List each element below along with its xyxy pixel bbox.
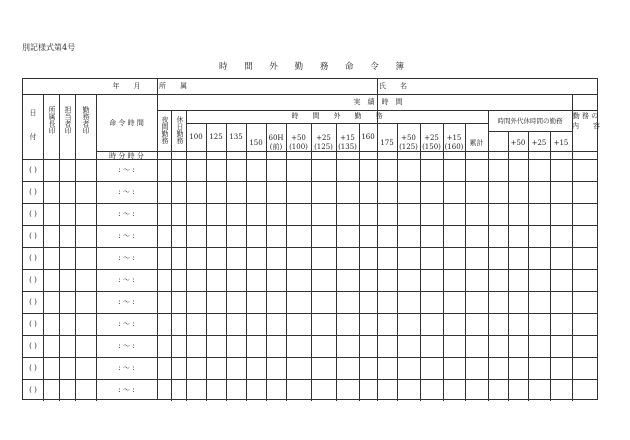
row-time[interactable]: : ～ : [118, 232, 135, 240]
comp-leave-label: 時間外代休時間の勤務 [497, 117, 563, 125]
col-line [359, 123, 360, 401]
col-line [171, 110, 172, 401]
row-time[interactable]: : ～ : [118, 298, 135, 306]
department-label: 所 属 [159, 82, 187, 90]
col-line [75, 94, 76, 401]
col-line [206, 123, 207, 401]
col-line [311, 123, 312, 401]
row-day[interactable]: ( ) [29, 320, 37, 328]
plus50-label: +50 [291, 134, 306, 142]
row-time[interactable]: : ～ : [118, 364, 135, 372]
row-line [23, 94, 597, 95]
actual-hours-label: 実 績 時 間 [353, 98, 403, 106]
worker-seal-label: 勤務者印 [82, 106, 90, 134]
plus15-label: +15 [340, 134, 355, 142]
col-line [246, 123, 247, 401]
col-line [336, 123, 337, 401]
row-line [23, 203, 597, 204]
row-line [23, 181, 597, 182]
plus15b-sub: (160) [444, 143, 464, 151]
rate-60h: 60H [268, 134, 284, 142]
plus50b-label: +50 [401, 134, 416, 142]
plus50b-sub: (125) [399, 143, 418, 151]
day-label-2: 付 [29, 133, 37, 141]
plus25-label: +25 [316, 134, 331, 142]
col-line [550, 131, 551, 401]
row-day[interactable]: ( ) [29, 342, 37, 350]
col-line [397, 123, 398, 401]
dept-head-seal-label: 所属長印 [48, 106, 56, 134]
col-line [157, 79, 158, 399]
col-line [488, 110, 489, 401]
row-day[interactable]: ( ) [29, 364, 37, 372]
row-time[interactable]: : ～ : [118, 276, 135, 284]
col-line [286, 123, 287, 401]
rate-150: 150 [249, 139, 263, 147]
year-month-label: 年 月 [112, 82, 141, 90]
row-day[interactable]: ( ) [29, 188, 37, 196]
overtime-order-table [22, 78, 598, 400]
order-time-label: 命 令 時 間 [109, 119, 144, 127]
col-line [377, 79, 378, 401]
col-line [465, 123, 466, 401]
col-line [59, 94, 60, 401]
duty-content-label-2: 内 容 [572, 122, 600, 130]
col-line [528, 131, 529, 401]
supervisor-seal-label: 担当者印 [64, 106, 72, 134]
cumulative-label: 累計 [469, 139, 484, 147]
comp-plus50: +50 [510, 139, 526, 147]
comp-plus25: +25 [531, 139, 547, 147]
rate-175: 175 [380, 139, 394, 147]
col-line [96, 94, 97, 401]
row-line [488, 131, 572, 132]
row-line [23, 357, 597, 358]
day-label: 日 [29, 109, 37, 117]
plus50-sub: (100) [289, 143, 308, 151]
row-day[interactable]: ( ) [29, 210, 37, 218]
col-line [266, 123, 267, 401]
rate-135: 135 [229, 133, 243, 141]
row-line [23, 335, 597, 336]
row-line [23, 247, 597, 248]
row-day[interactable]: ( ) [29, 298, 37, 306]
row-day[interactable]: ( ) [29, 232, 37, 240]
rate-125: 125 [209, 133, 223, 141]
plus15b-label: +15 [446, 134, 462, 142]
col-line [226, 123, 227, 401]
holiday-work-label: 休日勤務 [176, 116, 184, 144]
col-line [443, 123, 444, 401]
form-number-label: 別記様式第4号 [22, 43, 76, 52]
rate-100: 100 [189, 133, 203, 141]
time-units-label: 時 分 時 分 [109, 152, 144, 160]
row-time[interactable]: : ～ : [118, 188, 135, 196]
row-line [23, 269, 597, 270]
duty-content-label: 勤 務 の [572, 112, 599, 120]
row-time[interactable]: : ～ : [118, 386, 135, 394]
overtime-label: 時 間 外 勤 務 [291, 112, 383, 120]
row-line [23, 379, 597, 380]
plus25b-sub: (150) [422, 143, 441, 151]
col-line [43, 94, 44, 401]
col-line [420, 123, 421, 401]
row-day[interactable]: ( ) [29, 166, 37, 174]
row-time[interactable]: : ～ : [118, 320, 135, 328]
row-line [23, 291, 597, 292]
rate-60h-sub: (前) [269, 143, 283, 151]
row-day[interactable]: ( ) [29, 276, 37, 284]
row-line [23, 225, 597, 226]
comp-plus15: +15 [553, 139, 569, 147]
row-time[interactable]: : ～ : [118, 210, 135, 218]
col-line [508, 131, 509, 401]
row-day[interactable]: ( ) [29, 254, 37, 262]
plus25b-label: +25 [424, 134, 439, 142]
col-line [186, 110, 187, 401]
row-time[interactable]: : ～ : [118, 342, 135, 350]
row-time[interactable]: : ～ : [118, 254, 135, 262]
rate-160: 160 [361, 133, 375, 141]
plus15-sub: (135) [338, 143, 357, 151]
row-day[interactable]: ( ) [29, 386, 37, 394]
row-time[interactable]: : ～ : [118, 166, 135, 174]
night-work-label: 夜間勤務 [161, 116, 169, 144]
document-title: 時 間 外 勤 務 命 令 簿 [219, 62, 411, 72]
col-line [572, 94, 573, 401]
plus25-sub: (125) [314, 143, 333, 151]
row-line [23, 313, 597, 314]
name-label: 氏 名 [379, 82, 407, 90]
